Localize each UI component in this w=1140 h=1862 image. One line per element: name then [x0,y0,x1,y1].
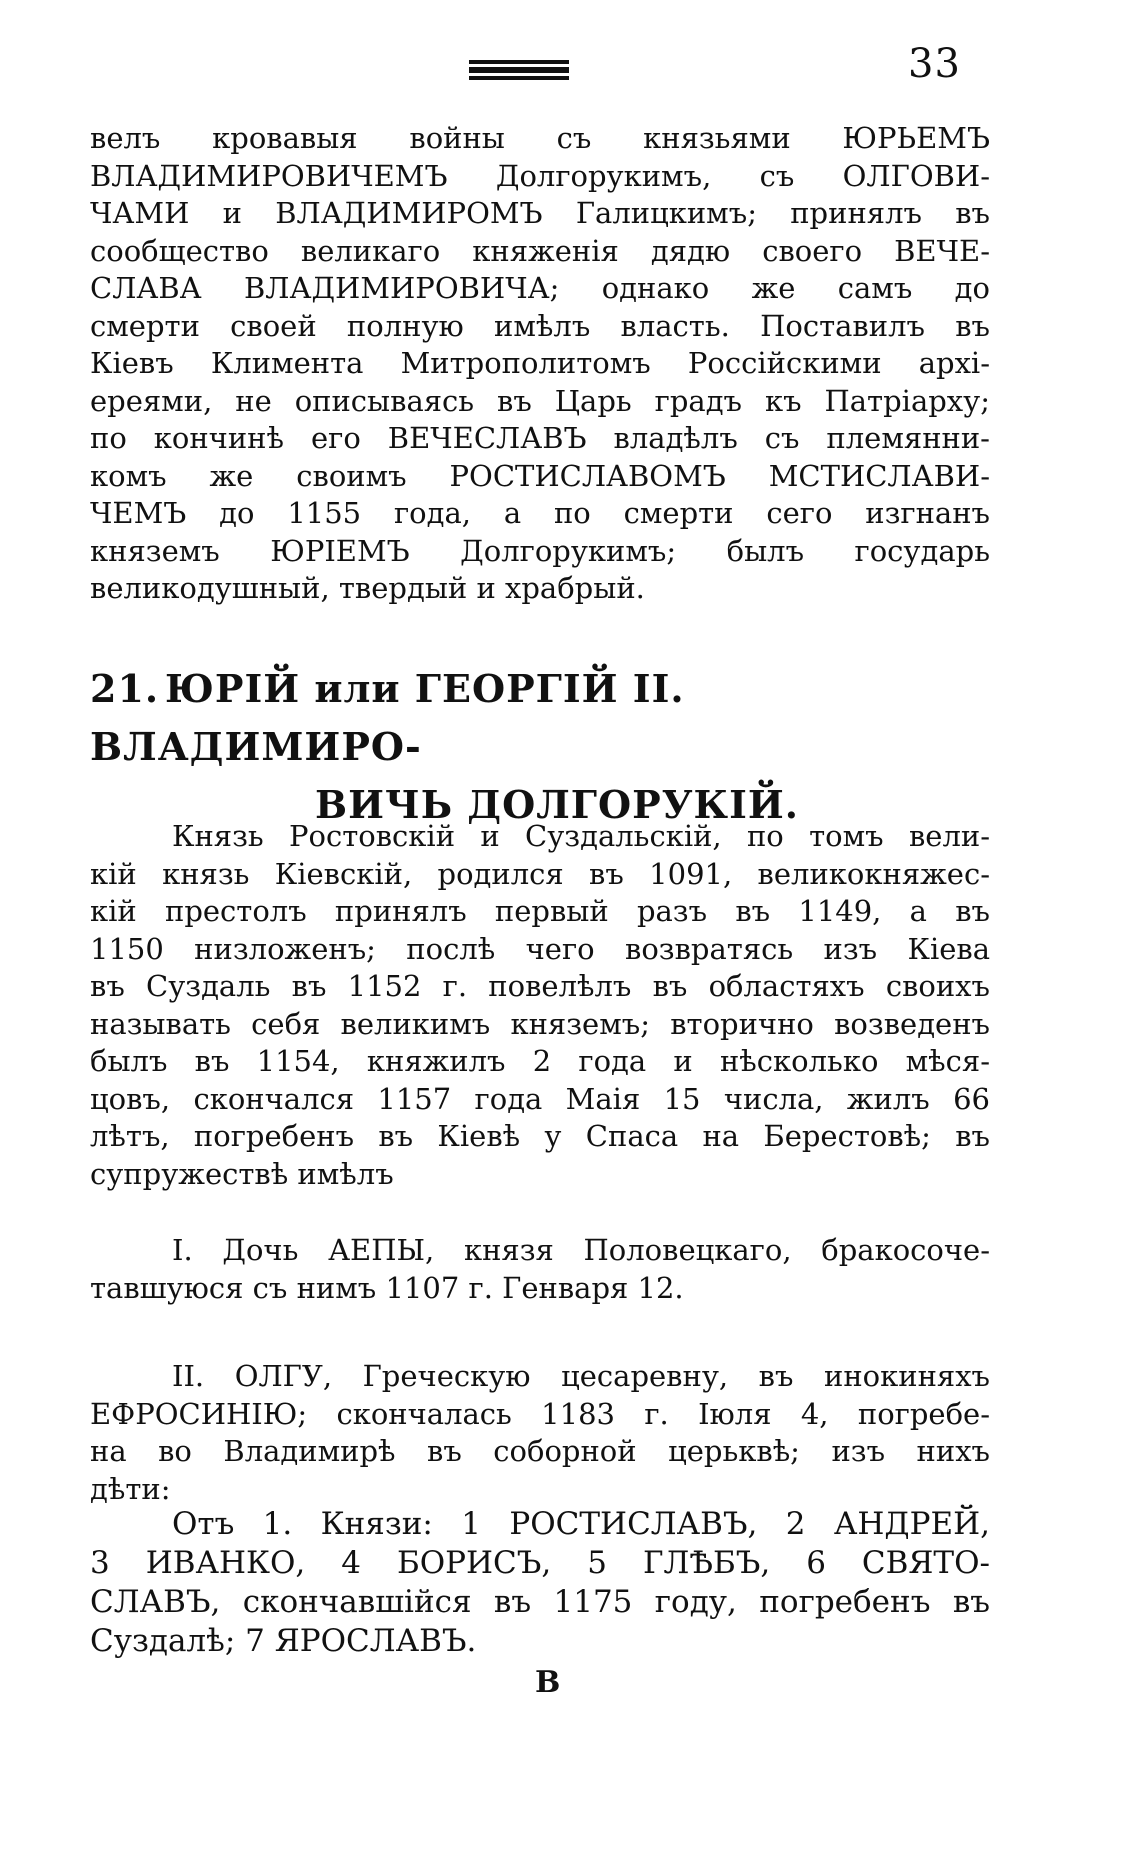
text-line: ереями, не описываясь въ Царь градъ къ Патріарху; [90,383,990,418]
text-line: великодушный, твердый и храбрый. [90,571,645,605]
text-line: княземъ ЮРІЕМЪ Долгорукимъ; былъ государь [90,533,990,568]
text-line: 3 ИВАНКО, 4 БОРИСЪ, 5 ГЛѢБЪ, 6 СВЯТО- [90,1545,990,1581]
text-line: Кіевъ Климента Митрополитомъ Россійскими архі- [90,346,990,380]
text-line: на во Владимирѣ въ соборной церьквѣ; изъ нихъ [90,1434,990,1468]
text-line: называть себя великимъ княземъ; вторично возведенъ [90,1006,990,1041]
section-number: 21. [90,666,160,711]
text-line: Князь Ростовскій и Суздальскій, по томъ вели- [172,819,990,853]
catchword: В [535,1665,561,1700]
header-rule-line [469,76,569,80]
text-line: СЛАВЪ, скончавшійся въ 1175 году, погребенъ въ [90,1584,990,1620]
text-line: Отъ 1. Князи: 1 РОСТИСЛАВЪ, 2 АНДРЕЙ, [172,1506,990,1542]
text-line: кій князь Кіевскій, родился въ 1091, великокняжес- [90,856,990,891]
text-line: дѣти: [90,1471,171,1506]
header-rule-line [469,60,569,64]
text-line: лѣтъ, погребенъ въ Кіевѣ у Спаса на Берестовѣ; въ [90,1119,990,1153]
text-line: сообщество великаго княженія дядю своего ВЕЧЕ- [90,233,990,268]
section-title-line: ЮРІЙ или ГЕОРГІЙ II. ВЛАДИМИРО- [90,666,685,769]
text-line: ВЛАДИМИРОВИЧЕМЪ Долгорукимъ, съ ОЛГОВИ- [90,158,990,193]
text-line: цовъ, скончался 1157 года Маія 15 числа, жилъ 66 [90,1081,990,1116]
text-line: въ Суздаль въ 1152 г. повелѣлъ въ областяхъ своихъ [90,969,990,1003]
paragraph-children [90,1505,990,1661]
text-line: I. Дочь АЕПЫ, князя Половецкаго, бракосоче- [172,1233,990,1267]
paragraph-top [90,120,990,608]
paragraph-wife-1 [90,1232,990,1307]
text-line: Суздалѣ; 7 ЯРОСЛАВЪ. [90,1623,477,1659]
text-line: смерти своей полную имѣлъ власть. Поставилъ въ [90,308,990,343]
text-line: II. ОЛГУ, Греческую цесаревну, въ инокиняхъ [172,1359,990,1393]
text-line: по кончинѣ его ВЕЧЕСЛАВЪ владѣлъ съ племянни- [90,421,990,455]
paragraph-wife-2 [90,1358,990,1508]
section-heading [90,660,990,834]
text-line: ЧЕМЪ до 1155 года, а по смерти сего изгнанъ [90,496,990,530]
text-line: былъ въ 1154, княжилъ 2 года и нѣсколько мѣся- [90,1044,990,1078]
section-title-line: ВИЧЬ ДОЛГОРУКІЙ. [315,782,800,827]
text-line: комъ же своимъ РОСТИСЛАВОМЪ МСТИСЛАВИ- [90,458,990,493]
text-line: СЛАВА ВЛАДИМИРОВИЧА; однако же самъ до [90,271,990,305]
header-ornament-rule [469,60,569,83]
text-line: ЕФРОСИНІЮ; скончалась 1183 г. Іюля 4, погребе- [90,1396,990,1431]
text-line: ЧАМИ и ВЛАДИМИРОМЪ Галицкимъ; принялъ въ [90,196,990,230]
text-line: 1150 низложенъ; послѣ чего возвратясь изъ Кіева [90,931,990,966]
paragraph-main [90,818,990,1193]
text-line: велъ кровавыя войны съ князьями ЮРЬЕМЪ [90,121,990,155]
text-line: кій престолъ принялъ первый разъ въ 1149, а въ [90,894,990,928]
text-line: супружествѣ имѣлъ [90,1156,394,1191]
page-number: 33 [908,41,961,87]
header-rule-line [469,67,569,73]
text-line: тавшуюся съ нимъ 1107 г. Генваря 12. [90,1270,684,1305]
